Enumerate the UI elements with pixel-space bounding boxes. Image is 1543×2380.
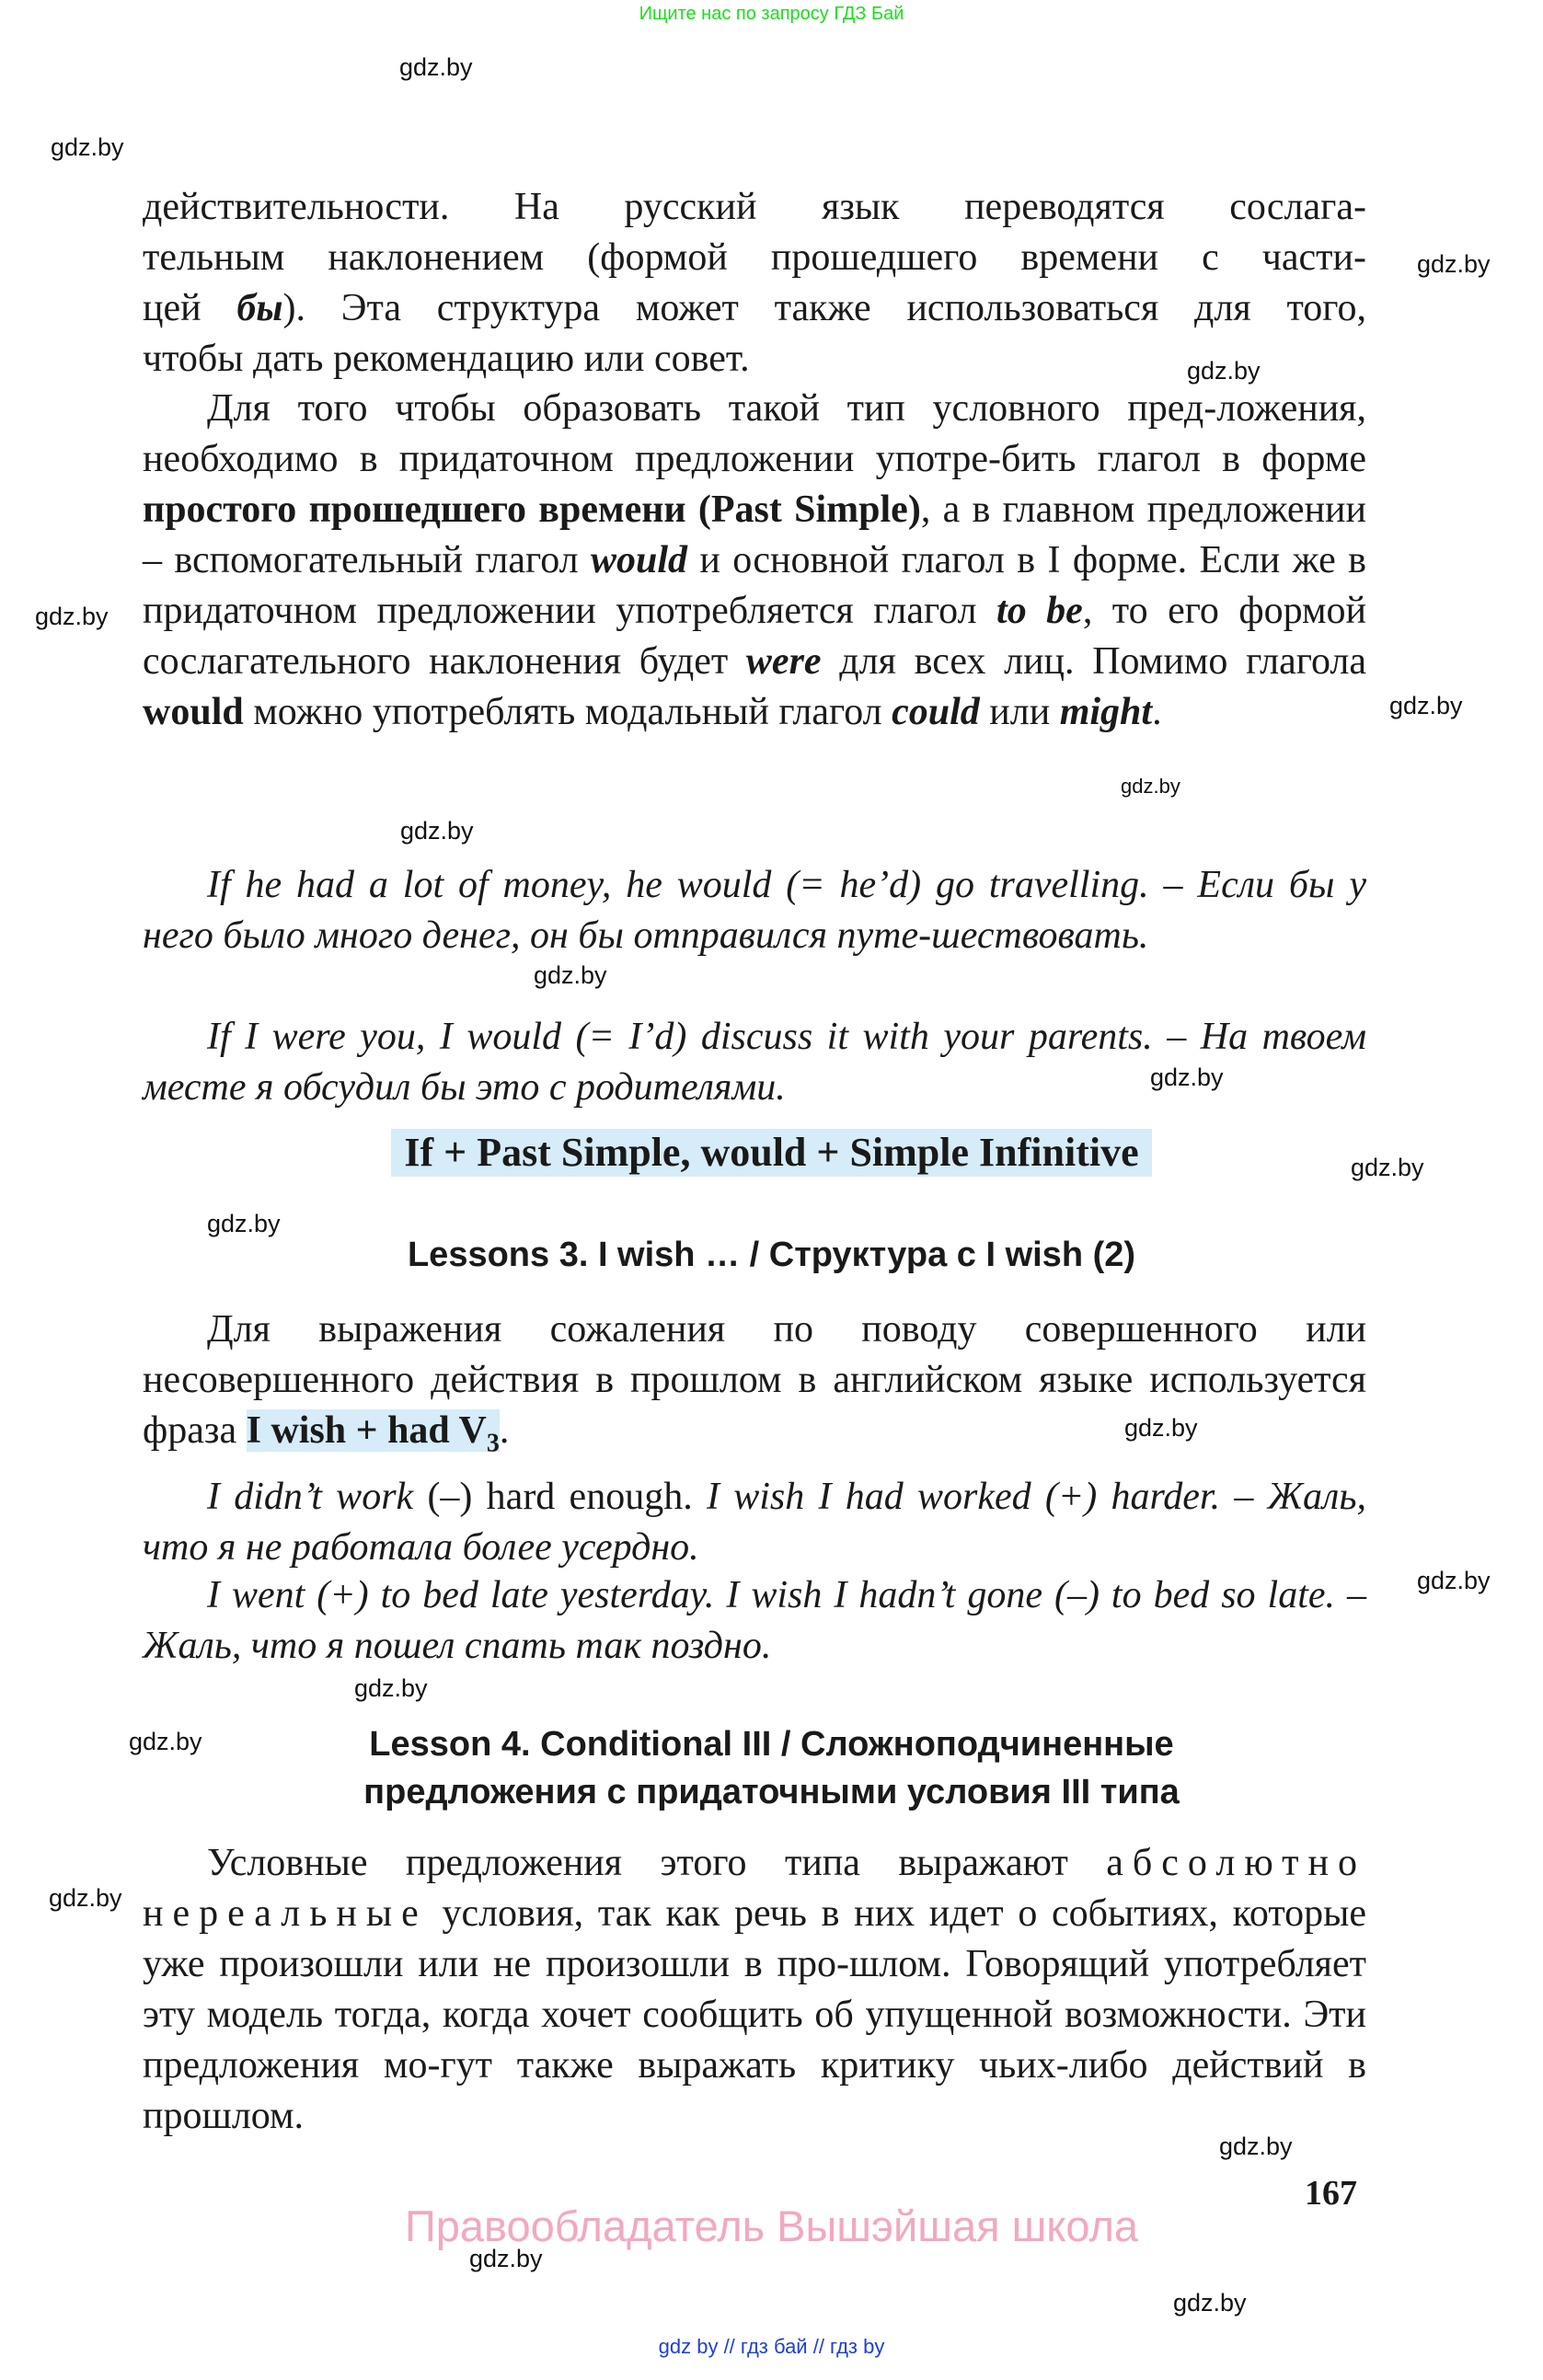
- example-money: If he had a lot of money, he would (= he’d) go travelling. – Если бы у него было много денег, он бы отправился путе-шествовать.: [143, 864, 1366, 957]
- paragraph-conditional-3: Условные предложения этого типа выражают абсолютно нереальные условия, так как речь в них идет о событиях, которые уже произошли или не произошли в про-шлом. Говорящий употребляет эту модель тогда, когда хочет сообщить об упущенной возможности. Эти предложения мо-гут также выражать критику чьих-либо действий в прошлом.: [143, 1842, 1366, 2137]
- paragraph-continuation: [143, 182, 1366, 385]
- paragraph-i-wish: Для выражения сожаления по поводу совершенного или несовершенного действия в прошлом в английском языке используется фраза I wish + had $V_3$.: [143, 1308, 1366, 1458]
- line: цей бы). Эта структура может также использоваться для того,: [143, 287, 1366, 329]
- formula-box: [0, 1129, 1543, 1177]
- line: чтобы дать рекомендацию или совет.: [143, 338, 750, 380]
- watermark: gdz.by: [49, 1884, 122, 1912]
- page-number: 167: [1305, 2174, 1357, 2213]
- search-banner[interactable]: Ищите нас по запросу ГДЗ Бай: [639, 4, 904, 24]
- watermark: gdz.by: [354, 1674, 428, 1702]
- line: действительности. На русский язык переводятся сослага-: [143, 186, 1366, 228]
- watermark: gdz.by: [1150, 1064, 1224, 1091]
- watermark: gdz.by: [51, 133, 124, 161]
- example-parents: If I were you, I would (= I’d) discuss it with your parents. – На твоем месте я обсудил бы это с родителями.: [143, 1016, 1366, 1109]
- watermark: gdz.by: [1417, 1567, 1491, 1594]
- watermark: gdz.by: [1121, 775, 1180, 798]
- watermark: gdz.by: [399, 53, 473, 81]
- line: тельным наклонением (формой прошедшего времени с части-: [143, 236, 1366, 279]
- section-heading-lesson-3: Lessons 3. I wish … / Структура с I wish (2): [407, 1236, 1136, 1274]
- watermark: gdz.by: [400, 817, 474, 845]
- watermark: gdz.by: [1351, 1154, 1424, 1181]
- watermark: gdz.by: [207, 1210, 281, 1237]
- watermark: gdz.by: [469, 2245, 543, 2272]
- footer-links[interactable]: gdz by // гдз бай // гдз by: [658, 2335, 885, 2358]
- example-work: I didn’t work (–) hard enough. I wish I had worked (+) harder. – Жаль, что я не работала более усердно.: [143, 1476, 1366, 1569]
- watermark: gdz.by: [1187, 357, 1261, 385]
- watermark: gdz.by: [1219, 2133, 1293, 2160]
- watermark: gdz.by: [1173, 2289, 1247, 2317]
- watermark: gdz.by: [129, 1728, 202, 1755]
- section-heading-lesson-4: Lesson 4. Conditional III / Сложноподчиненные предложения с придаточными условия III типа: [363, 1725, 1180, 1811]
- example-bed: I went (+) to bed late yesterday. I wish I hadn’t gone (–) to bed so late. – Жаль, что я пошел спать так поздно.: [143, 1574, 1367, 1667]
- watermark: gdz.by: [35, 603, 109, 630]
- formula-conditional-2: If + Past Simple, would + Simple Infinitive: [391, 1129, 1151, 1177]
- formula-i-wish: I wish + had $V_3$: [246, 1409, 500, 1458]
- watermark: gdz.by: [1389, 692, 1463, 719]
- watermark: gdz.by: [534, 961, 607, 989]
- copyright-notice: Правообладатель Вышэйшая школа: [404, 2202, 1139, 2250]
- paragraph-formation-rule: Для того чтобы образовать такой тип условного пред-ложения, необходимо в придаточном предложении употре-бить глагол в форме простого прошедшего времени (Past Simple), а в главном предложении – вспомогательный глагол would и основной глагол в I форме. Если же в придаточном предложении употребляется глагол to be, то его формой сослагательного наклонения будет were для всех лиц. Помимо глагола would можно употреблять модальный глагол could или might.: [143, 387, 1367, 733]
- watermark: gdz.by: [1417, 250, 1491, 278]
- watermark: gdz.by: [1124, 1414, 1198, 1442]
